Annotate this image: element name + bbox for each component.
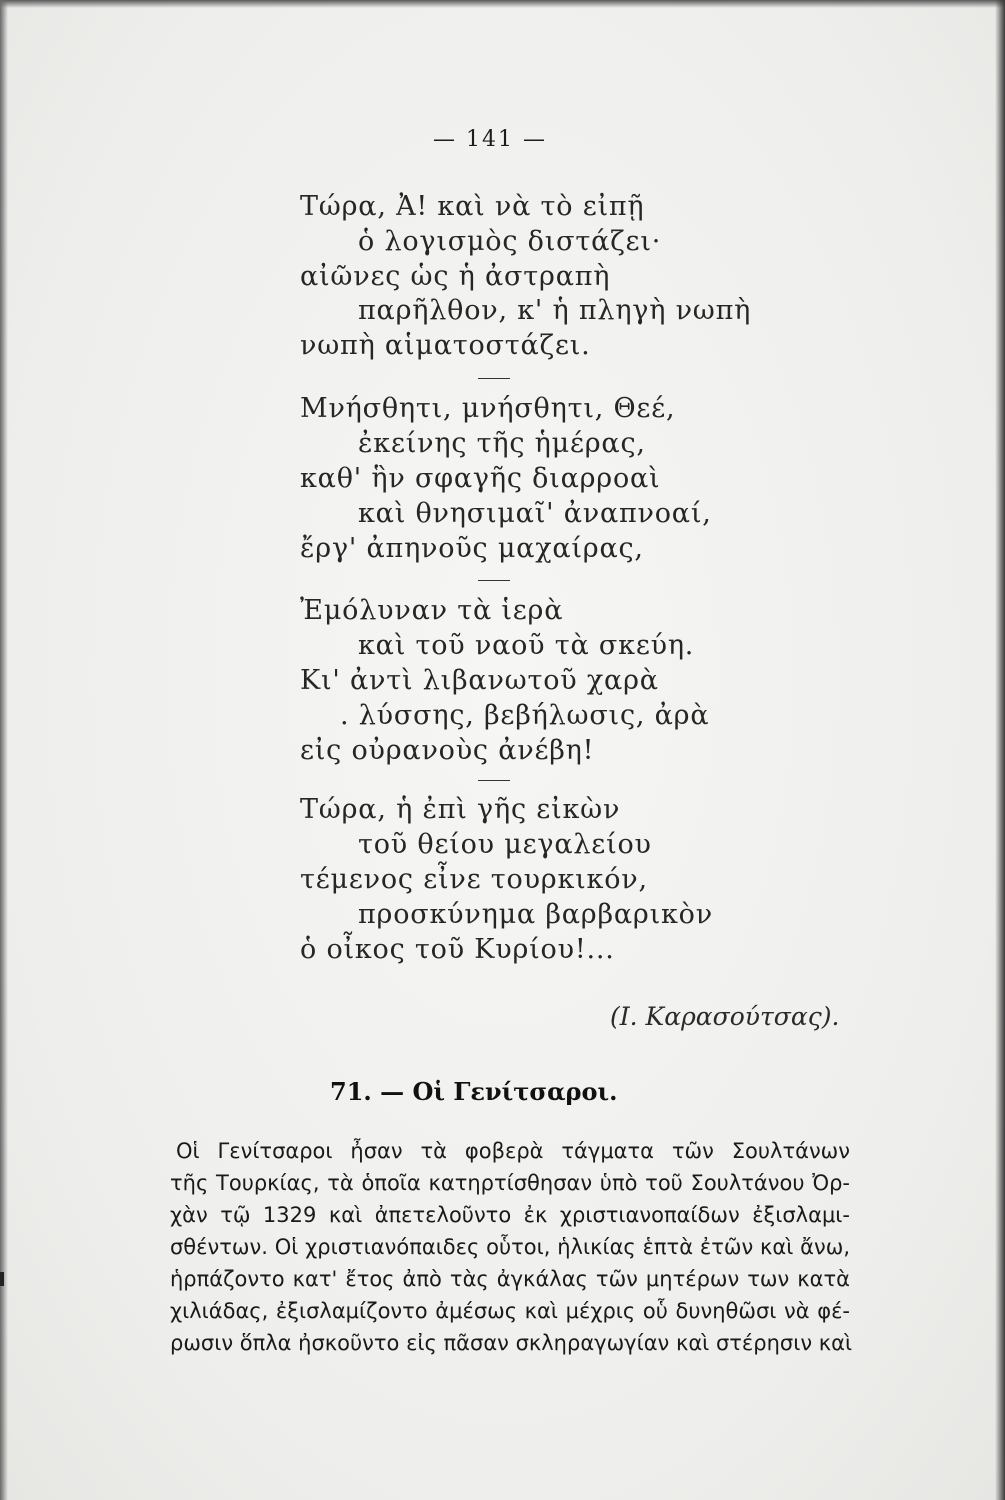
poem-line: ἐκείνης τῆς ἡμέρας, <box>358 428 646 459</box>
poem-line: Μνήσθητι, μνήσθητι, Θεέ, <box>300 393 676 424</box>
stanza-separator <box>478 780 510 781</box>
page-edge-shadow-right <box>995 0 1005 1500</box>
poem-line: παρῆλθον, κ' ἡ πληγὴ νωπὴ <box>358 295 752 326</box>
poem-line: Τώρα, Ἀ! καὶ νὰ τὸ εἰπῇ <box>300 191 645 222</box>
poem-line: εἰς οὐρανοὺς ἀνέβη! <box>300 735 595 766</box>
poem-line: τοῦ θείου μεγαλείου <box>358 829 652 860</box>
section-heading: 71. — Οἱ Γενίτσαροι. <box>330 1077 618 1106</box>
poem-line: καθ' ἣν σφαγῆς διαρροαὶ <box>300 463 661 494</box>
binding-mark <box>0 1272 4 1286</box>
poem-line: Ἐμόλυναν τὰ ἱερὰ <box>300 595 564 626</box>
page-number: — 141 — <box>433 127 547 152</box>
poem-line: ἔργ' ἀπηνοῦς μαχαίρας, <box>300 533 644 564</box>
poem-line: καὶ θνησιμαῖ' ἀναπνοαί, <box>358 498 712 529</box>
prose-paragraph <box>170 1135 853 1359</box>
poem-line: Κι' ἀντὶ λιβανωτοῦ χαρὰ <box>300 665 659 696</box>
poem-line: . λύσσης, βεβήλωσις, ἀρὰ <box>340 700 710 731</box>
page-edge-shadow-top <box>0 0 1005 8</box>
poem-line: προσκύνημα βαρβαρικὸν <box>358 899 713 930</box>
prose-line: Οἱ Γενίτσαροι ἦσαν τὰ φοβερὰ τάγματα τῶν Σουλτάνων <box>176 1139 850 1163</box>
prose-line: σθέντων. Οἱ χριστιανόπαιδες οὗτοι, ἡλικίας ἑπτὰ ἐτῶν καὶ ἄνω, <box>170 1235 850 1259</box>
prose-line: ρωσιν ὅπλα ἠσκοῦντο εἰς πᾶσαν σκληραγωγίαν καὶ στέρησιν καὶ <box>170 1331 853 1355</box>
prose-line: ἡρπάζοντο κατ' ἔτος ἀπὸ τὰς ἀγκάλας τῶν μητέρων των κατὰ <box>170 1267 850 1291</box>
prose-line: χιλιάδας, ἐξισλαμίζοντο ἀμέσως καὶ μέχρις οὗ δυνηθῶσι νὰ φέ- <box>170 1299 850 1323</box>
poem-line: Τώρα, ἡ ἐπὶ γῆς εἰκὼν <box>300 794 621 825</box>
poem-line: καὶ τοῦ ναοῦ τὰ σκεύη. <box>358 630 695 661</box>
poem-attribution: (Ι. Καρασούτσας). <box>610 1002 840 1031</box>
stanza-separator <box>478 378 510 379</box>
stanza-separator <box>478 580 510 581</box>
prose-line: χὰν τῷ 1329 καὶ ἀπετελοῦντο ἐκ χριστιανοπαίδων ἐξισλαμι- <box>170 1203 850 1227</box>
poem-line: ὁ λογισμὸς διστάζει· <box>358 226 662 257</box>
poem-line: αἰῶνες ὡς ἡ ἀστραπὴ <box>300 261 611 292</box>
poem-line: νωπὴ αἱματοστάζει. <box>300 330 591 361</box>
poem-line: ὁ οἶκος τοῦ Κυρίου!... <box>300 934 615 965</box>
prose-line: τῆς Τουρκίας, τὰ ὁποῖα κατηρτίσθησαν ὑπὸ τοῦ Σουλτάνου Ὀρ- <box>170 1171 850 1195</box>
poem-line: τέμενος εἶνε τουρκικόν, <box>300 864 648 895</box>
